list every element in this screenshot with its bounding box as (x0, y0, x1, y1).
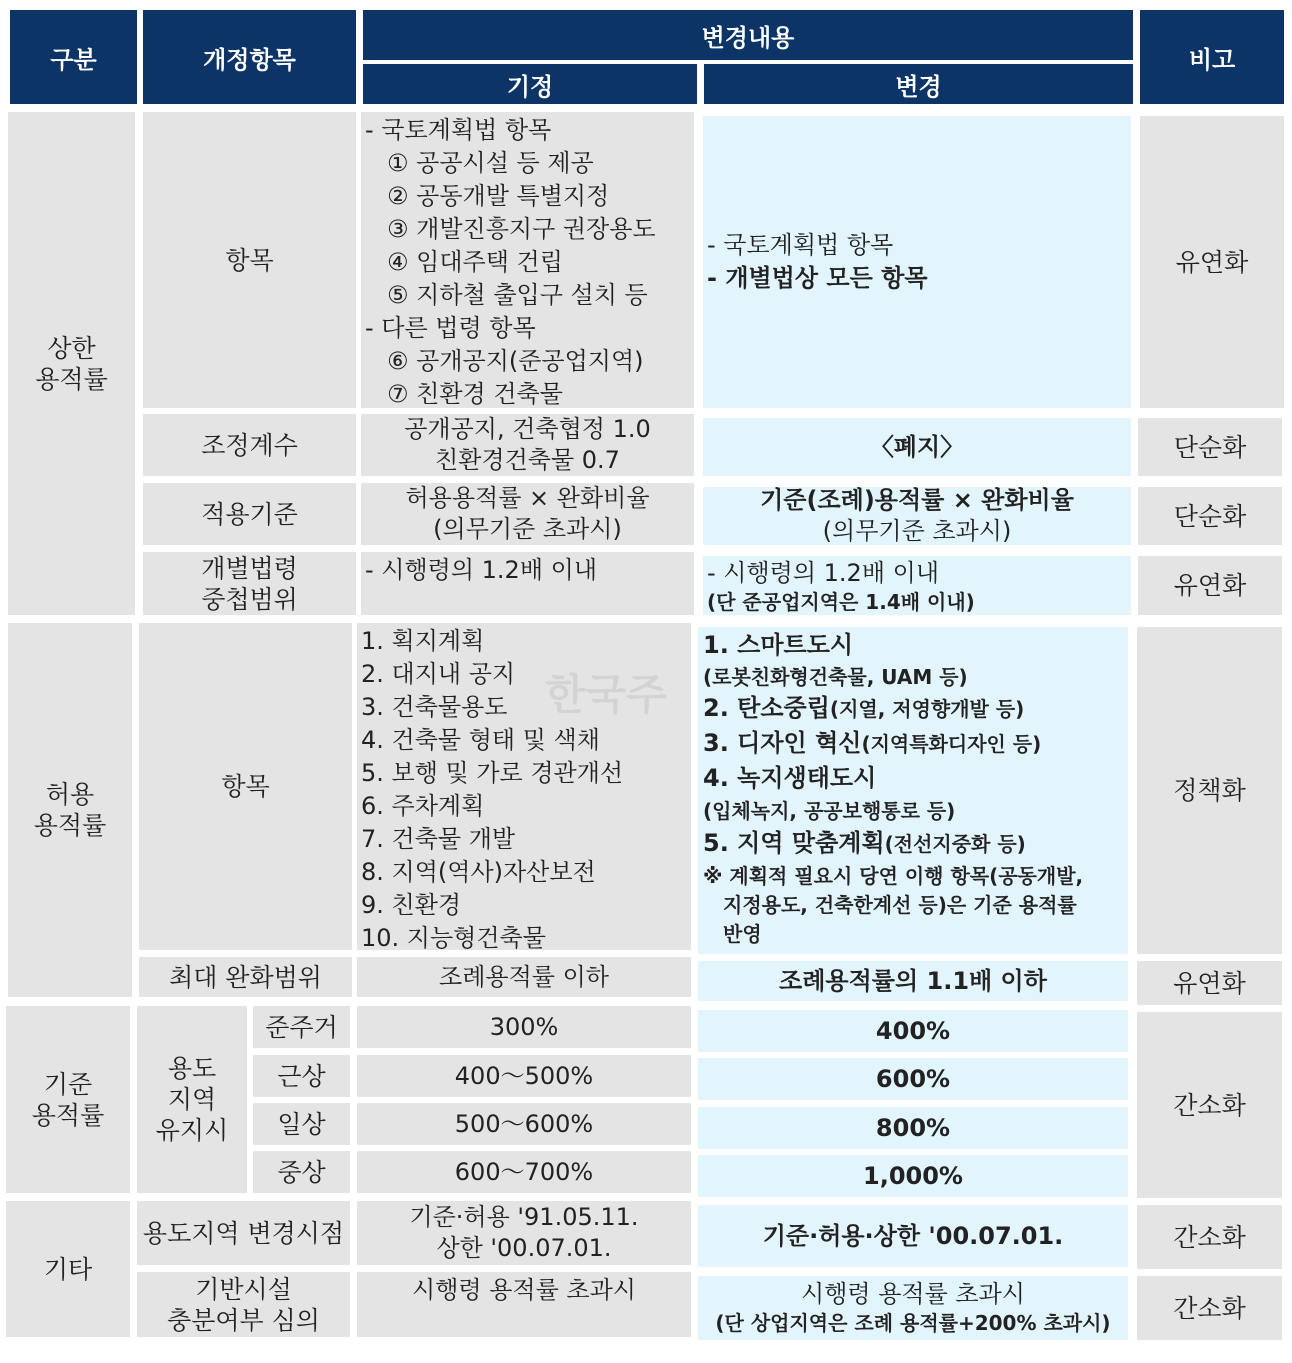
base-remark: 간소화 (1137, 1012, 1282, 1198)
zone-maintain-line3: 유지시 (155, 1116, 229, 1145)
list-item: 4. 녹지생태도시 (703, 764, 877, 792)
list-item (703, 692, 1128, 727)
base-zone-label: 중상 (253, 1151, 350, 1193)
upper-items-existing (361, 112, 694, 408)
allowed-item3-sub: (지역특화디자인 등) (861, 732, 1042, 756)
note-line3: 반영 (723, 922, 762, 946)
list-item: 5. 보행 및 가로 경관개선 (361, 759, 624, 787)
allowed-item2-sub: (지열, 저영향개발 등) (829, 697, 1025, 721)
list-item: 2. 대지내 공지 (361, 660, 516, 688)
overlap-range-label (143, 552, 356, 615)
header-existing: 기정 (363, 64, 697, 104)
coefficient-existing (361, 414, 694, 476)
zone-maintain-line1: 용도 (167, 1054, 217, 1083)
apply-standard-remark: 단순화 (1138, 487, 1282, 545)
list-item: (로봇친화형건축물, UAM 등) (703, 665, 968, 689)
infra-existing: 시행령 용적률 초과시 (357, 1272, 691, 1337)
group-allowed-far-line2: 용적률 (33, 811, 107, 840)
list-item: - 다른 법령 항목 (365, 314, 536, 342)
upper-items-changed (703, 116, 1131, 408)
base-zone-label: 일상 (253, 1103, 350, 1145)
infra-remark: 간소화 (1137, 1276, 1282, 1340)
list-item (703, 727, 1128, 762)
list-item: 6. 주차계획 (361, 792, 485, 820)
infra-label-line2: 충분여부 심의 (167, 1305, 320, 1335)
overlap-range-label-line1: 개별법령 (201, 553, 298, 583)
zone-maintain-label (137, 1006, 247, 1193)
list-item: ④ 임대주택 건립 (387, 248, 563, 276)
zone-change-label: 용도지역 변경시점 (137, 1201, 350, 1265)
list-item: - 개별법상 모든 항목 (707, 264, 928, 292)
list-item: 4. 건축물 형태 및 색채 (361, 726, 600, 754)
apply-standard-existing-line1: 허용용적률 × 완화비율 (405, 484, 650, 512)
apply-standard-changed-line2: (의무기준 초과시) (822, 517, 1012, 545)
allowed-items-remark: 정책화 (1137, 627, 1282, 954)
list-item: ③ 개발진흥지구 권장용도 (387, 215, 656, 243)
coefficient-existing-line1: 공개공지, 건축협정 1.0 (404, 415, 651, 443)
coefficient-label: 조정계수 (143, 414, 356, 476)
allowed-items-label: 항목 (139, 623, 352, 950)
apply-standard-changed-line1: 기준(조례)용적률 × 완화비율 (760, 487, 1074, 514)
zone-change-existing (357, 1201, 691, 1265)
base-zone-label: 근상 (253, 1055, 350, 1097)
header-category: 구분 (10, 10, 137, 104)
allowed-item5-title: 5. 지역 맞춤계획 (703, 829, 885, 857)
list-item: ① 공공시설 등 제공 (387, 149, 594, 177)
overlap-range-changed-line1: - 시행령의 1.2배 이내 (707, 559, 940, 587)
zone-maintain-line2: 지역 (167, 1085, 217, 1114)
allowed-item5-sub: (전선지중화 등) (884, 832, 1026, 856)
header-remarks: 비고 (1140, 10, 1284, 104)
header-revision-item: 개정항목 (143, 10, 356, 104)
note-line2: 지정용도, 건축한계선 등)은 기준 용적률 (723, 893, 1077, 917)
list-item: ② 공동개발 특별지정 (387, 182, 610, 210)
infra-label (137, 1272, 350, 1337)
list-item: - 국토계획법 항목 (365, 116, 552, 144)
infra-label-line1: 기반시설 (195, 1274, 292, 1304)
upper-items-remark: 유연화 (1140, 116, 1284, 408)
list-item: - 국토계획법 항목 (707, 231, 894, 259)
list-item: 8. 지역(역사)자산보전 (361, 858, 596, 886)
note-line1: ※ 계획적 필요시 당연 이행 항목(공동개발, (703, 864, 1084, 888)
group-upper-far-line1: 상한 (47, 333, 96, 363)
overlap-range-changed-line2: (단 준공업지역은 1.4배 이내) (707, 590, 975, 614)
base-zone-changed: 400% (698, 1010, 1128, 1052)
allowed-item2-title: 2. 탄소중립 (703, 694, 830, 722)
max-relief-existing: 조례용적률 이하 (357, 957, 691, 997)
base-zone-label: 준주거 (253, 1006, 350, 1048)
group-upper-far-line2: 용적률 (35, 364, 108, 394)
base-zone-changed: 600% (698, 1058, 1128, 1100)
group-base-far-line2: 용적률 (31, 1100, 105, 1130)
base-zone-existing: 400～500% (357, 1055, 691, 1097)
allowed-items-note (703, 862, 1128, 949)
upper-items-label: 항목 (143, 112, 356, 408)
zone-change-remark: 간소화 (1137, 1205, 1282, 1269)
coefficient-existing-line2: 친환경건축물 0.7 (435, 446, 620, 474)
list-item (703, 827, 1128, 862)
infra-changed-line1: 시행령 용적률 초과시 (801, 1280, 1025, 1308)
overlap-range-label-line2: 중첩범위 (201, 584, 298, 614)
apply-standard-changed (703, 487, 1131, 545)
group-other: 기타 (6, 1201, 130, 1337)
max-relief-label: 최대 완화범위 (139, 957, 352, 997)
apply-standard-existing-line2: (의무기준 초과시) (433, 515, 622, 543)
list-item: 10. 지능형건축물 (361, 924, 546, 950)
group-base-far (6, 1006, 130, 1193)
list-item: ⑦ 친환경 건축물 (387, 380, 563, 408)
header-changed: 변경 (704, 64, 1133, 104)
header-change-content: 변경내용 (363, 10, 1133, 60)
coefficient-changed: 〈폐지〉 (703, 418, 1131, 476)
max-relief-remark: 유연화 (1137, 961, 1282, 1005)
overlap-range-remark: 유연화 (1138, 556, 1282, 615)
base-zone-changed: 1,000% (698, 1155, 1128, 1197)
max-relief-changed: 조례용적률의 1.1배 이하 (698, 961, 1128, 1001)
allowed-item3-title: 3. 디자인 혁신 (703, 729, 862, 757)
apply-standard-label: 적용기준 (143, 483, 356, 545)
watermark: 한국주 (545, 670, 667, 719)
base-zone-existing: 300% (357, 1006, 691, 1048)
list-item: 9. 친환경 (361, 891, 462, 919)
overlap-range-existing: - 시행령의 1.2배 이내 (361, 552, 694, 615)
infra-changed (698, 1276, 1128, 1340)
allowed-items-changed (698, 627, 1128, 954)
base-zone-existing: 500～600% (357, 1103, 691, 1145)
list-item: 1. 스마트도시 (703, 631, 854, 659)
group-base-far-line1: 기준 (43, 1069, 93, 1099)
base-zone-changed: 800% (698, 1107, 1128, 1149)
zone-change-changed: 기준·허용·상한 '00.07.01. (698, 1205, 1128, 1267)
group-allowed-far-line1: 허용 (45, 780, 95, 809)
list-item: ⑥ 공개공지(준공업지역) (387, 347, 644, 375)
group-allowed-far (8, 623, 132, 997)
list-item: 3. 건축물용도 (361, 693, 508, 721)
list-item: ⑤ 지하철 출입구 설치 등 (387, 281, 648, 309)
zone-change-existing-line2: 상한 '00.07.01. (436, 1234, 612, 1262)
group-upper-far (8, 112, 135, 615)
list-item: 1. 획지계획 (361, 627, 485, 655)
overlap-range-changed (703, 556, 1131, 615)
infra-changed-line2: (단 상업지역은 조례 용적률+200% 초과시) (715, 1311, 1111, 1335)
apply-standard-existing (361, 483, 694, 545)
coefficient-remark: 단순화 (1138, 418, 1282, 476)
list-item: (입체녹지, 공공보행통로 등) (703, 799, 956, 823)
zone-change-existing-line1: 기준·허용 '91.05.11. (409, 1203, 639, 1231)
list-item: 7. 건축물 개발 (361, 825, 516, 853)
base-zone-existing: 600～700% (357, 1151, 691, 1193)
